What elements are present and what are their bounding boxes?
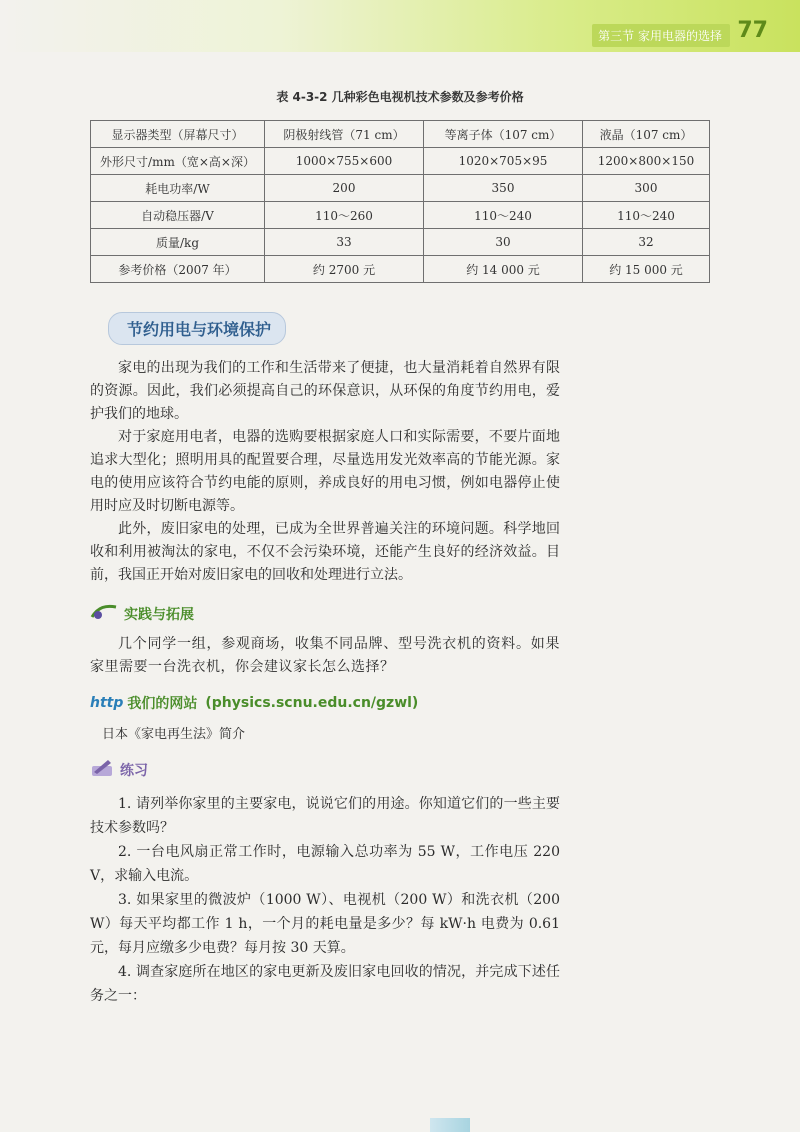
table-cell: 30 — [424, 229, 583, 256]
table-header-cell: 液晶（107 cm） — [583, 121, 710, 148]
table-cell: 32 — [583, 229, 710, 256]
table-row — [91, 175, 710, 202]
pencil-icon — [90, 758, 114, 782]
exercise-item: 4. 调查家庭所在地区的家电更新及废旧家电回收的情况，并完成下述任务之一： — [90, 964, 560, 1004]
table-cell: 1000×755×600 — [265, 148, 424, 175]
table-cell: 110～240 — [583, 202, 710, 229]
exercise-item: 3. 如果家里的微波炉（1000 W）、电视机（200 W）和洗衣机（200 W）每天平均都工作 1 h，一个月的耗电量是多少？每 kW·h 电费为 0.61 元，每月应缴多少电费？每月按 30 天算。 — [90, 892, 560, 956]
exercise-title: 练习 — [120, 763, 148, 779]
practice-text: 几个同学一组，参观商场，收集不同品牌、型号洗衣机的资料。如果家里需要一台洗衣机，你会建议家长怎么选择？ — [90, 636, 560, 675]
website-url[interactable]: (physics.scnu.edu.cn/gzwl) — [205, 695, 419, 711]
website-item[interactable]: 日本《家电再生法》简介 — [102, 727, 246, 742]
table-cell: 约 2700 元 — [265, 256, 424, 283]
body-paragraph: 此外，废旧家电的处理，已成为全世界普遍关注的环境问题。科学地回收和利用被淘汰的家电，不仅不会污染环境，还能产生良好的经济效益。目前，我国正开始对废旧家电的回收和处理进行立法。 — [90, 521, 560, 583]
practice-icon — [90, 603, 118, 625]
section-heading: 节约用电与环境保护 — [108, 312, 286, 345]
bottom-strip — [430, 1118, 470, 1132]
table-cell: 约 14 000 元 — [424, 256, 583, 283]
table-cell: 参考价格（2007 年） — [91, 256, 265, 283]
page-number: 77 — [737, 18, 768, 43]
practice-heading — [90, 603, 560, 625]
table-header-cell: 阴极射线管（71 cm） — [265, 121, 424, 148]
body-paragraph: 家电的出现为我们的工作和生活带来了便捷，也大量消耗着自然界有限的资源。因此，我们必须提高自己的环保意识，从环保的角度节约用电，爱护我们的地球。 — [90, 360, 560, 422]
http-icon: http — [90, 695, 124, 711]
exercise-heading — [90, 758, 560, 782]
table-row — [91, 148, 710, 175]
table-cell: 350 — [424, 175, 583, 202]
main-content — [90, 312, 560, 1008]
table-cell: 耗电功率/W — [91, 175, 265, 202]
table-cell: 质量/kg — [91, 229, 265, 256]
spec-table — [90, 120, 710, 283]
table-cell: 自动稳压器/V — [91, 202, 265, 229]
table-row — [91, 229, 710, 256]
exercise-item: 1. 请列举你家里的主要家电，说说它们的用途。你知道它们的一些主要技术参数吗？ — [90, 796, 560, 836]
table-cell: 1020×705×95 — [424, 148, 583, 175]
table-cell: 110～240 — [424, 202, 583, 229]
table-cell: 外形尺寸/mm（宽×高×深） — [91, 148, 265, 175]
table-header-cell: 等离子体（107 cm） — [424, 121, 583, 148]
exercise-item: 2. 一台电风扇正常工作时，电源输入总功率为 55 W，工作电压 220 V，求输入电流。 — [90, 844, 560, 884]
table-cell: 33 — [265, 229, 424, 256]
table-caption: 表 4-3-2 几种彩色电视机技术参数及参考价格 — [276, 90, 524, 104]
table-header-cell: 显示器类型（屏幕尺寸） — [91, 121, 265, 148]
practice-title: 实践与拓展 — [124, 607, 194, 623]
table-cell: 约 15 000 元 — [583, 256, 710, 283]
table-cell: 200 — [265, 175, 424, 202]
table-cell: 1200×800×150 — [583, 148, 710, 175]
section-label: 第三节 家用电器的选择 — [592, 24, 730, 47]
table-cell: 300 — [583, 175, 710, 202]
table-header-row — [91, 121, 710, 148]
table-row — [91, 256, 710, 283]
table-cell: 110～260 — [265, 202, 424, 229]
website-title: 我们的网站 — [127, 696, 198, 712]
table-row — [91, 202, 710, 229]
website-heading[interactable] — [90, 693, 560, 713]
body-paragraph: 对于家庭用电者，电器的选购要根据家庭人口和实际需要，不要片面地追求大型化；照明用具的配置要合理，尽量选用发光效率高的节能光源。家电的使用应该符合节约电能的原则，养成良好的用电习惯，例如电器停止使用时应及时切断电源等。 — [90, 429, 560, 514]
